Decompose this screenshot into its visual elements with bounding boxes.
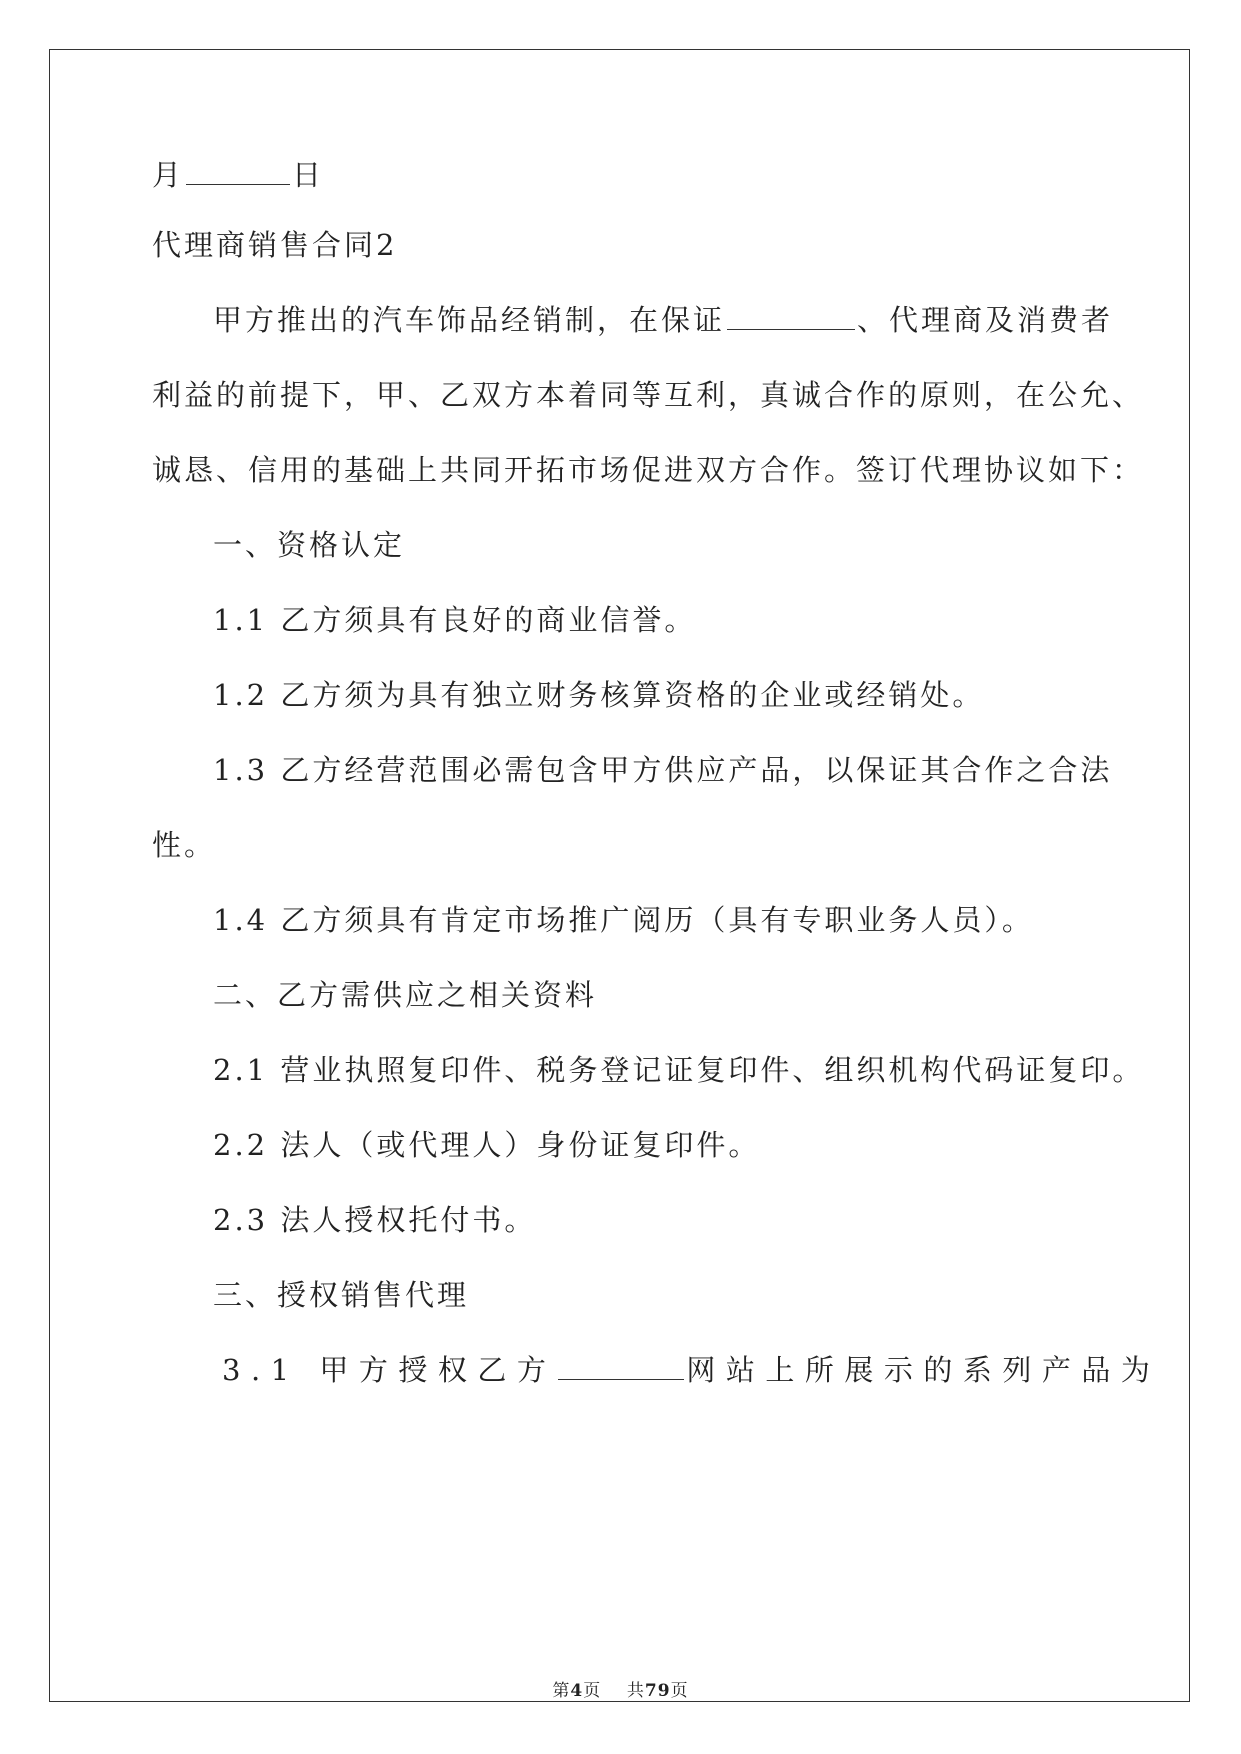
text-segment: 1.2 乙方须为具有独立财务核算资格的企业或经销处。 [213,678,985,712]
text-segment: 2.1 营业执照复印件、税务登记证复印件、组织机构代码证复印。 [213,1053,1145,1087]
clause-line [213,1125,760,1165]
clause-line [213,600,696,640]
page-footer [0,1680,1241,1702]
blank-field [727,303,855,330]
total-page-count: 79 [644,1681,671,1701]
section-heading [213,975,597,1015]
text-segment: 2.2 法人（或代理人）身份证复印件。 [213,1128,761,1162]
clause-line [152,825,216,865]
text-segment: 日 [292,158,325,192]
blank-field [558,1353,684,1380]
contract-title [152,225,397,265]
text-segment: 网站上所展示的系列产品为 [686,1353,1161,1387]
paragraph-line [213,300,1113,340]
clause-line [213,675,984,715]
text-segment: 甲方推出的汽车饰品经销制，在保证 [213,303,726,337]
text-segment: 月 [152,158,185,192]
date-line [152,155,324,195]
text-segment: 利益的前提下，甲、乙双方本着同等互利，真诚合作的原则，在公允、 [152,378,1145,412]
paragraph-line [152,375,1144,415]
text-segment: 性。 [152,828,217,862]
clause-line [213,1050,1144,1090]
text-segment: 1.4 乙方须具有肯定市场推广阅历（具有专职业务人员）。 [213,903,1034,937]
footer-text: 第 [552,1681,571,1701]
text-segment: 1.1 乙方须具有良好的商业信誉。 [213,603,697,637]
text-segment: 3.1 甲方授权乙方 [222,1353,557,1387]
current-page-number: 4 [570,1681,584,1701]
text-segment: 1.3 乙方经营范围必需包含甲方供应产品，以保证其合作之合法 [213,753,1113,787]
section-heading [213,525,405,565]
blank-field [186,158,290,185]
text-segment: 2.3 法人授权托付书。 [213,1203,537,1237]
text-segment: 诚恳、信用的基础上共同开拓市场促进双方合作。签订代理协议如下： [152,453,1145,487]
text-segment: 、代理商及消费者 [857,303,1114,337]
paragraph-line [152,450,1144,490]
text-segment: 三、授权销售代理 [213,1278,470,1312]
footer-text: 页 [670,1681,689,1701]
footer-text: 共 [626,1681,645,1701]
section-heading [213,1275,469,1315]
clause-line [213,900,1034,940]
clause-line [222,1350,1160,1390]
text-segment: 一、资格认定 [213,528,406,562]
footer-text: 页 [583,1681,602,1701]
text-segment: 代理商销售合同2 [152,228,398,262]
text-segment: 二、乙方需供应之相关资料 [213,978,598,1012]
clause-line [213,1200,536,1240]
page-border [49,49,1190,1702]
clause-line [213,750,1112,790]
